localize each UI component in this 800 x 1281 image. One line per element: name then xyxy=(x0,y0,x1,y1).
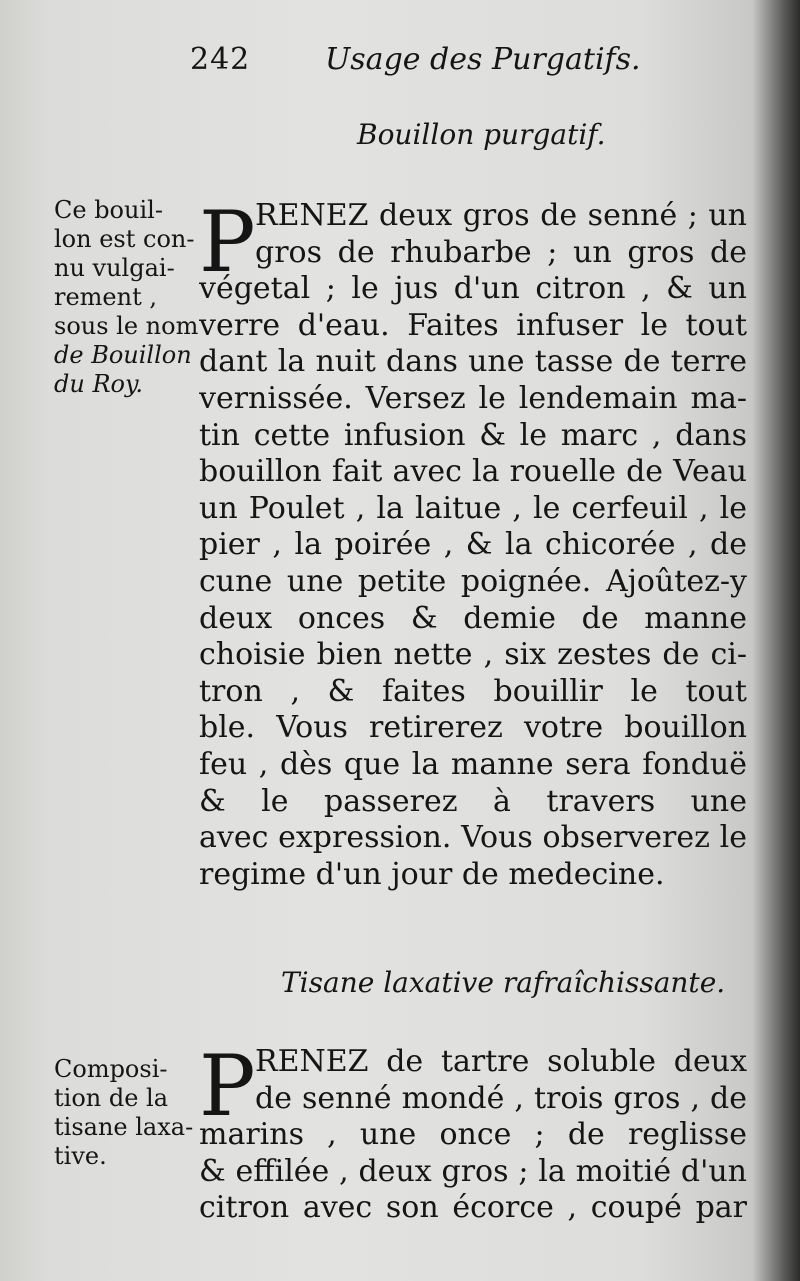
text-line: de senné mondé , trois gros , de xyxy=(255,1080,747,1116)
margin-note-line: nu vulgai- xyxy=(54,254,175,282)
margin-note-line: sous le nom xyxy=(54,312,199,340)
margin-note-bouillon xyxy=(54,196,199,399)
text-line: cune une petite poignée. Ajoûtez-y xyxy=(199,563,747,599)
text-line: deux onces & demie de manne xyxy=(199,600,747,636)
text-line: bouillon fait avec la rouelle de Veau xyxy=(199,454,747,490)
section-title-tisane: Tisane laxative rafraîchissante. xyxy=(281,966,726,999)
running-title: Usage des Purgatifs. xyxy=(325,42,641,77)
text-line: RENEZ de tartre soluble deux xyxy=(255,1044,747,1079)
margin-note-line: du Roy. xyxy=(54,370,143,398)
margin-note-line: rement , xyxy=(54,283,157,311)
text-line: regime d'un jour de medecine. xyxy=(199,856,665,892)
drop-cap: P xyxy=(199,1037,256,1135)
text-line: ble. Vous retirerez votre bouillon xyxy=(199,710,747,746)
text-line: choisie bien nette , six zestes de ci- xyxy=(199,637,747,673)
text-line: feu , dès que la manne sera fonduë xyxy=(199,746,747,782)
text-line: citron avec son écorce , coupé par xyxy=(199,1190,747,1226)
text-line: & le passerez à travers une xyxy=(199,783,747,819)
text-line: & effilée , deux gros ; la moitié d'un xyxy=(199,1153,747,1189)
margin-note-line: Ce bouil- xyxy=(54,196,163,224)
text-line: un Poulet , la laitue , le cerfeuil , le xyxy=(199,490,747,526)
paragraph-bouillon xyxy=(199,193,747,893)
margin-note-line: tisane laxa- xyxy=(54,1113,194,1141)
section-title-bouillon: Bouillon purgatif. xyxy=(357,118,606,151)
text-line: gros de rhubarbe ; un gros de xyxy=(255,234,747,270)
margin-note-tisane xyxy=(54,1055,194,1171)
text-line: vernissée. Versez le lendemain ma- xyxy=(199,380,747,416)
margin-note-line: tion de la xyxy=(54,1084,169,1112)
paragraph-tisane xyxy=(199,1037,747,1227)
margin-note-line: lon est con- xyxy=(54,225,195,253)
text-line: pier , la poirée , & la chicorée , de xyxy=(199,527,747,563)
text-line: verre d'eau. Faites infuser le tout xyxy=(199,307,747,343)
margin-note-line: tive. xyxy=(54,1142,107,1170)
drop-cap: P xyxy=(199,193,256,291)
page-number: 242 xyxy=(190,42,251,77)
margin-note-line: de Bouillon xyxy=(54,341,192,369)
text-line: RENEZ deux gros de senné ; un xyxy=(255,198,747,233)
text-line: tron , & faites bouillir le tout xyxy=(199,673,747,709)
text-line: avec expression. Vous observerez le xyxy=(199,820,747,856)
text-line: végetal ; le jus d'un citron , & un xyxy=(199,271,747,307)
text-line: tin cette infusion & le marc , dans xyxy=(199,417,747,453)
margin-note-line: Composi- xyxy=(54,1055,168,1083)
text-line: marins , une once ; de reglisse xyxy=(199,1117,747,1153)
text-line: dant la nuit dans une tasse de terre xyxy=(199,344,747,380)
page-header xyxy=(190,42,750,92)
